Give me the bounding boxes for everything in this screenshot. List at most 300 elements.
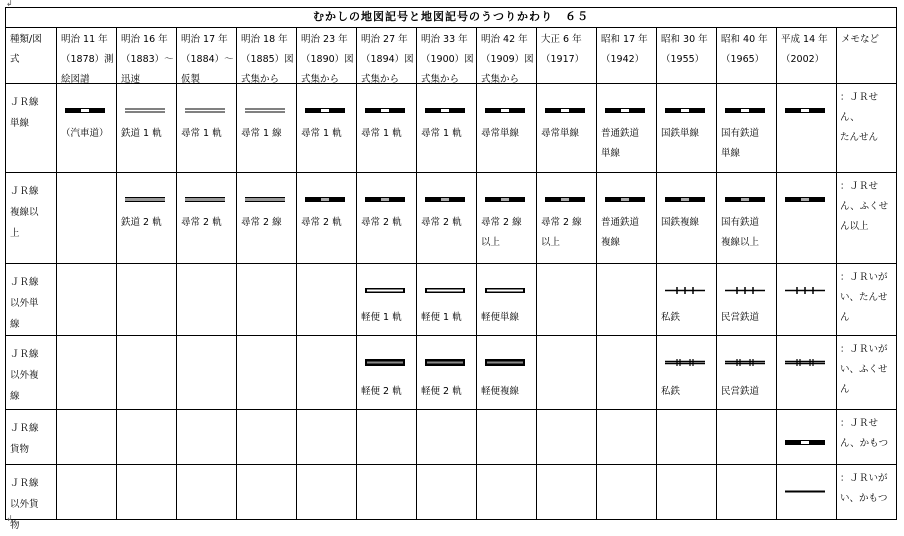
symbol-cell xyxy=(777,84,837,173)
table-row xyxy=(6,173,897,264)
symbol-cell xyxy=(477,465,537,520)
symbol-cell xyxy=(597,336,657,410)
header-era xyxy=(417,28,477,84)
text-line: 普通鉄道 xyxy=(601,217,640,228)
symbol-cell xyxy=(597,264,657,336)
header-text xyxy=(241,30,294,90)
symbol-cell xyxy=(177,336,237,410)
symbol-cell xyxy=(57,84,117,173)
header-type xyxy=(6,28,57,84)
symbol-cell xyxy=(177,465,237,520)
text-line: 尋常単線 xyxy=(541,128,580,139)
text-line: 国有鉄道 xyxy=(721,128,760,139)
text-line: 式集から xyxy=(301,74,340,85)
railway-symbol-double-tick xyxy=(725,358,765,367)
text-line: 鉄道 1 軌 xyxy=(121,128,162,139)
text-line: 明治 18 年 xyxy=(241,34,288,45)
symbol-cell xyxy=(717,465,777,520)
text-line: 尋常 1 軌 xyxy=(301,128,342,139)
row-label xyxy=(6,336,57,410)
text-line: （1942） xyxy=(601,54,645,65)
text-line: （1883）～ xyxy=(121,54,174,65)
text-line: 貨物 xyxy=(10,444,30,455)
header-era xyxy=(657,28,717,84)
text-line: 明治 17 年 xyxy=(181,34,228,45)
symbol-caption xyxy=(181,124,234,144)
text-line: 線 xyxy=(10,391,20,402)
symbol-cell xyxy=(717,264,777,336)
header-text xyxy=(61,30,114,90)
text-line: 明治 11 年 xyxy=(61,34,108,45)
text-line: （2002） xyxy=(781,54,825,65)
text-line: ん、ふくせ xyxy=(840,201,889,212)
header-text xyxy=(121,30,174,90)
header-era xyxy=(237,28,297,84)
text-line: ＪＲ線 xyxy=(10,186,39,197)
symbol-cell xyxy=(237,264,297,336)
text-line: 式集から xyxy=(241,74,280,85)
symbol-cell xyxy=(537,84,597,173)
railway-symbol-single xyxy=(305,106,345,115)
symbol-caption xyxy=(301,213,354,233)
symbol-caption xyxy=(661,213,714,233)
memo-text xyxy=(840,177,888,237)
symbol-cell xyxy=(477,84,537,173)
row-label-text xyxy=(10,344,39,407)
text-line: （1909）図 xyxy=(481,54,534,65)
railway-symbol-double-thin xyxy=(245,106,285,115)
header-text xyxy=(661,30,714,70)
symbol-cell xyxy=(237,336,297,410)
symbol-cell xyxy=(657,336,717,410)
railway-symbol-multi xyxy=(485,195,525,204)
text-line: 尋常 2 線 xyxy=(541,217,582,228)
header-era xyxy=(297,28,357,84)
header-era xyxy=(117,28,177,84)
header-text xyxy=(181,30,234,90)
text-line: 迅速 xyxy=(121,74,141,85)
text-line: ：ＪＲせ xyxy=(840,418,879,429)
text-line: 明治 42 年 xyxy=(481,34,528,45)
railway-symbol-multi xyxy=(305,195,345,204)
header-text xyxy=(541,30,594,70)
table-row xyxy=(6,264,897,336)
symbol-cell xyxy=(537,173,597,264)
text-line: 式集から xyxy=(421,74,460,85)
symbol-caption xyxy=(121,213,174,233)
railway-symbol-single xyxy=(665,106,705,115)
text-line: ん以上 xyxy=(840,221,869,232)
header-era xyxy=(597,28,657,84)
symbol-cell xyxy=(597,465,657,520)
symbol-cell xyxy=(417,264,477,336)
text-line: 式集から xyxy=(481,74,520,85)
map-symbol-table xyxy=(5,7,897,531)
railway-symbol-single xyxy=(785,106,825,115)
text-line: 種類/図 xyxy=(10,34,42,45)
paragraph-mark: ↲ xyxy=(6,514,13,523)
text-line: 尋常 2 軌 xyxy=(361,217,402,228)
railway-symbol-single xyxy=(65,106,105,115)
railway-symbol-tick xyxy=(785,286,825,295)
text-line: 尋常 2 軌 xyxy=(301,217,342,228)
symbol-cell xyxy=(117,465,177,520)
symbol-cell xyxy=(657,173,717,264)
railway-symbol-double-gray xyxy=(125,195,165,204)
symbol-cell xyxy=(57,336,117,410)
text-line: 複線 xyxy=(601,237,621,248)
symbol-caption xyxy=(661,308,714,328)
text-line: 昭和 17 年 xyxy=(601,34,648,45)
row-label xyxy=(6,465,57,531)
railway-symbol-single xyxy=(605,106,645,115)
symbol-cell xyxy=(417,173,477,264)
memo-cell xyxy=(837,336,897,410)
text-line: 軽便単線 xyxy=(481,312,520,323)
symbol-cell xyxy=(657,410,717,465)
header-text xyxy=(421,30,474,90)
row-label xyxy=(6,410,57,465)
table-row xyxy=(6,84,897,173)
text-line: 軽便 1 軌 xyxy=(421,312,462,323)
title-text: むかしの地図記号と地図記号のうつりかわり ６５ xyxy=(313,10,589,23)
symbol-cell xyxy=(237,84,297,173)
symbol-cell xyxy=(297,84,357,173)
symbol-cell xyxy=(297,410,357,465)
symbol-cell xyxy=(237,173,297,264)
railway-symbol-single xyxy=(425,106,465,115)
text-line: 尋常 1 軌 xyxy=(361,128,402,139)
text-line: 明治 33 年 xyxy=(421,34,468,45)
memo-text xyxy=(840,268,888,328)
header-text xyxy=(841,30,894,50)
text-line: 複線以上 xyxy=(721,237,760,248)
symbol-cell xyxy=(597,410,657,465)
symbol-cell xyxy=(177,84,237,173)
symbol-caption xyxy=(361,124,414,144)
text-line: 軽便 1 軌 xyxy=(361,312,402,323)
text-line: ＪＲ線 xyxy=(10,478,39,489)
symbol-caption xyxy=(361,308,414,328)
header-era xyxy=(57,28,117,84)
memo-cell xyxy=(837,173,897,264)
symbol-caption xyxy=(601,213,654,253)
symbol-caption xyxy=(421,308,474,328)
text-line: 明治 23 年 xyxy=(301,34,348,45)
symbol-cell xyxy=(777,173,837,264)
symbol-cell xyxy=(657,264,717,336)
railway-symbol-multi xyxy=(365,195,405,204)
row-label-text xyxy=(10,92,39,134)
text-line: （1917） xyxy=(541,54,585,65)
symbol-cell xyxy=(537,410,597,465)
symbol-cell xyxy=(357,336,417,410)
header-text xyxy=(301,30,354,90)
text-line: ん、かもつ xyxy=(840,438,889,449)
text-line: ：ＪＲいが xyxy=(840,473,888,484)
symbol-caption xyxy=(421,124,474,144)
symbol-cell xyxy=(237,410,297,465)
text-line: （汽車道） xyxy=(61,128,109,139)
symbol-caption xyxy=(481,308,534,328)
text-line: 国鉄単線 xyxy=(661,128,700,139)
text-line: ：ＪＲせん、 xyxy=(840,92,879,123)
railway-symbol-thick-multi xyxy=(485,358,525,367)
memo-text xyxy=(840,88,896,148)
symbol-cell xyxy=(657,465,717,520)
text-line: （1965） xyxy=(721,54,765,65)
symbol-cell xyxy=(477,173,537,264)
symbol-cell xyxy=(57,264,117,336)
symbol-cell xyxy=(477,410,537,465)
symbol-cell xyxy=(117,336,177,410)
text-line: ：ＪＲいが xyxy=(840,344,888,355)
text-line: （1890）図 xyxy=(301,54,354,65)
symbol-cell xyxy=(597,84,657,173)
railway-symbol-thick xyxy=(365,286,405,295)
symbol-caption xyxy=(721,213,774,253)
text-line: い、かもつ xyxy=(840,493,888,504)
text-line: 尋常単線 xyxy=(481,128,520,139)
railway-symbol-plain xyxy=(785,487,825,496)
symbol-cell xyxy=(597,173,657,264)
header-era xyxy=(717,28,777,84)
text-line: 絵図譜 xyxy=(61,74,90,85)
symbol-caption xyxy=(181,213,234,233)
symbol-caption xyxy=(481,124,534,144)
row-label-text xyxy=(10,473,39,536)
symbol-caption xyxy=(121,124,174,144)
railway-symbol-multi xyxy=(545,195,585,204)
text-line: 単線 xyxy=(10,118,30,129)
text-line: 私鉄 xyxy=(661,312,681,323)
symbol-caption xyxy=(241,124,294,144)
memo-text xyxy=(840,340,888,400)
text-line: 明治 16 年 xyxy=(121,34,168,45)
row-label-text xyxy=(10,181,39,244)
symbol-cell xyxy=(717,173,777,264)
symbol-cell xyxy=(777,336,837,410)
text-line: 鉄道 2 軌 xyxy=(121,217,162,228)
symbol-cell xyxy=(357,465,417,520)
symbol-caption xyxy=(361,382,414,402)
symbol-cell xyxy=(297,336,357,410)
header-memo xyxy=(837,28,897,84)
symbol-cell xyxy=(537,336,597,410)
header-era xyxy=(537,28,597,84)
row-label-text xyxy=(10,418,39,460)
row-label xyxy=(6,173,57,264)
text-line: 上 xyxy=(10,228,20,239)
text-line: ＪＲ線 xyxy=(10,97,39,108)
text-line: 民営鉄道 xyxy=(721,312,760,323)
text-line: 軽便 2 軌 xyxy=(361,386,402,397)
symbol-cell xyxy=(357,84,417,173)
text-line: ＪＲ線 xyxy=(10,423,39,434)
symbol-cell xyxy=(297,264,357,336)
text-line: メモなど xyxy=(841,34,880,45)
symbol-cell xyxy=(117,410,177,465)
header-era xyxy=(357,28,417,84)
text-line: （1900）図 xyxy=(421,54,474,65)
text-line: 国有鉄道 xyxy=(721,217,760,228)
header-text xyxy=(10,30,54,70)
symbol-caption xyxy=(541,124,594,144)
text-line: ん xyxy=(840,312,850,323)
text-line: 尋常 2 軌 xyxy=(421,217,462,228)
text-line: 大正 6 年 xyxy=(541,34,582,45)
railway-symbol-single xyxy=(785,438,825,447)
symbol-caption xyxy=(61,124,114,144)
symbol-cell xyxy=(777,410,837,465)
text-line: （1894）図 xyxy=(361,54,414,65)
text-line: い、ふくせ xyxy=(840,364,888,375)
memo-cell xyxy=(837,410,897,465)
text-line: 仮製 xyxy=(181,74,201,85)
text-line: 単線 xyxy=(721,148,741,159)
railway-symbol-thick xyxy=(485,286,525,295)
text-line: 尋常 2 線 xyxy=(481,217,522,228)
railway-symbol-double-tick xyxy=(665,358,705,367)
symbol-caption xyxy=(301,124,354,144)
symbol-cell xyxy=(417,465,477,520)
symbol-caption xyxy=(601,124,654,164)
text-line: ＪＲ線 xyxy=(10,349,39,360)
text-line: ＪＲ線 xyxy=(10,277,39,288)
table-row xyxy=(6,410,897,465)
text-line: 平成 14 年 xyxy=(781,34,828,45)
symbol-cell xyxy=(57,465,117,520)
symbol-cell xyxy=(417,336,477,410)
text-line: 軽便 2 軌 xyxy=(421,386,462,397)
text-line: たんせん xyxy=(840,132,879,143)
text-line: 尋常 1 軌 xyxy=(421,128,462,139)
railway-symbol-multi xyxy=(725,195,765,204)
railway-symbol-single xyxy=(545,106,585,115)
text-line: 民営鉄道 xyxy=(721,386,760,397)
railway-symbol-single xyxy=(365,106,405,115)
memo-text xyxy=(840,469,888,509)
memo-text xyxy=(840,414,888,454)
symbol-cell xyxy=(177,410,237,465)
text-line: ん xyxy=(840,384,850,395)
text-line: 以外複 xyxy=(10,370,39,381)
text-line: 昭和 40 年 xyxy=(721,34,768,45)
railway-symbol-double-gray xyxy=(245,195,285,204)
railway-symbol-thick-multi xyxy=(425,358,465,367)
symbol-cell xyxy=(177,173,237,264)
text-line: 尋常 1 軌 xyxy=(181,128,222,139)
symbol-cell xyxy=(117,264,177,336)
symbol-cell xyxy=(537,264,597,336)
railway-symbol-double-thin xyxy=(185,106,225,115)
header-text xyxy=(361,30,414,90)
row-label-text xyxy=(10,272,39,335)
symbol-cell xyxy=(237,465,297,520)
text-line: 以外貨 xyxy=(10,499,39,510)
railway-symbol-thick-multi xyxy=(365,358,405,367)
symbol-cell xyxy=(57,173,117,264)
symbol-cell xyxy=(777,465,837,520)
text-line: 複線以 xyxy=(10,207,39,218)
row-label xyxy=(6,264,57,336)
symbol-caption xyxy=(541,213,594,253)
railway-symbol-tick xyxy=(665,286,705,295)
text-line: 私鉄 xyxy=(661,386,681,397)
railway-symbol-multi xyxy=(605,195,645,204)
header-text xyxy=(721,30,774,70)
railway-symbol-double-gray xyxy=(185,195,225,204)
symbol-caption xyxy=(721,124,774,164)
table-row xyxy=(6,336,897,410)
symbol-caption xyxy=(421,213,474,233)
railway-symbol-multi xyxy=(665,195,705,204)
symbol-caption xyxy=(481,382,534,402)
header-text xyxy=(481,30,534,90)
symbol-caption xyxy=(721,382,774,402)
text-line: い、たんせ xyxy=(840,292,888,303)
railway-symbol-multi xyxy=(425,195,465,204)
symbol-caption xyxy=(361,213,414,233)
symbol-caption xyxy=(661,124,714,144)
symbol-cell xyxy=(477,336,537,410)
text-line: （1884）～ xyxy=(181,54,234,65)
symbol-caption xyxy=(661,382,714,402)
symbol-cell xyxy=(417,410,477,465)
text-line: 以上 xyxy=(481,237,501,248)
text-line: 明治 27 年 xyxy=(361,34,408,45)
text-line: 尋常 2 軌 xyxy=(181,217,222,228)
symbol-cell xyxy=(777,264,837,336)
text-line: 線 xyxy=(10,319,20,330)
symbol-cell xyxy=(717,336,777,410)
symbol-caption xyxy=(481,213,534,253)
header-era xyxy=(777,28,837,84)
text-line: 単線 xyxy=(601,148,621,159)
table-title xyxy=(6,8,897,28)
header-text xyxy=(781,30,834,70)
text-line: （1878）測 xyxy=(61,54,114,65)
text-line: ：ＪＲいが xyxy=(840,272,888,283)
table-row xyxy=(6,465,897,520)
symbol-cell xyxy=(57,410,117,465)
symbol-cell xyxy=(417,84,477,173)
text-line: 尋常 2 線 xyxy=(241,217,282,228)
text-line: 尋常 1 線 xyxy=(241,128,282,139)
railway-symbol-double-tick xyxy=(785,358,825,367)
memo-cell xyxy=(837,84,897,173)
symbol-cell xyxy=(117,84,177,173)
text-line: 昭和 30 年 xyxy=(661,34,708,45)
text-line: 式 xyxy=(10,54,20,65)
text-line: 軽便複線 xyxy=(481,386,520,397)
text-line: 国鉄複線 xyxy=(661,217,700,228)
memo-cell xyxy=(837,465,897,520)
symbol-cell xyxy=(297,465,357,520)
text-line: 物 xyxy=(10,520,20,531)
railway-symbol-tick xyxy=(725,286,765,295)
symbol-caption xyxy=(421,382,474,402)
text-line: （1885）図 xyxy=(241,54,294,65)
symbol-cell xyxy=(537,465,597,520)
text-line: 普通鉄道 xyxy=(601,128,640,139)
text-line: 以外単 xyxy=(10,298,39,309)
railway-symbol-multi xyxy=(785,195,825,204)
row-label xyxy=(6,84,57,173)
header-era xyxy=(477,28,537,84)
symbol-cell xyxy=(117,173,177,264)
railway-symbol-single xyxy=(485,106,525,115)
